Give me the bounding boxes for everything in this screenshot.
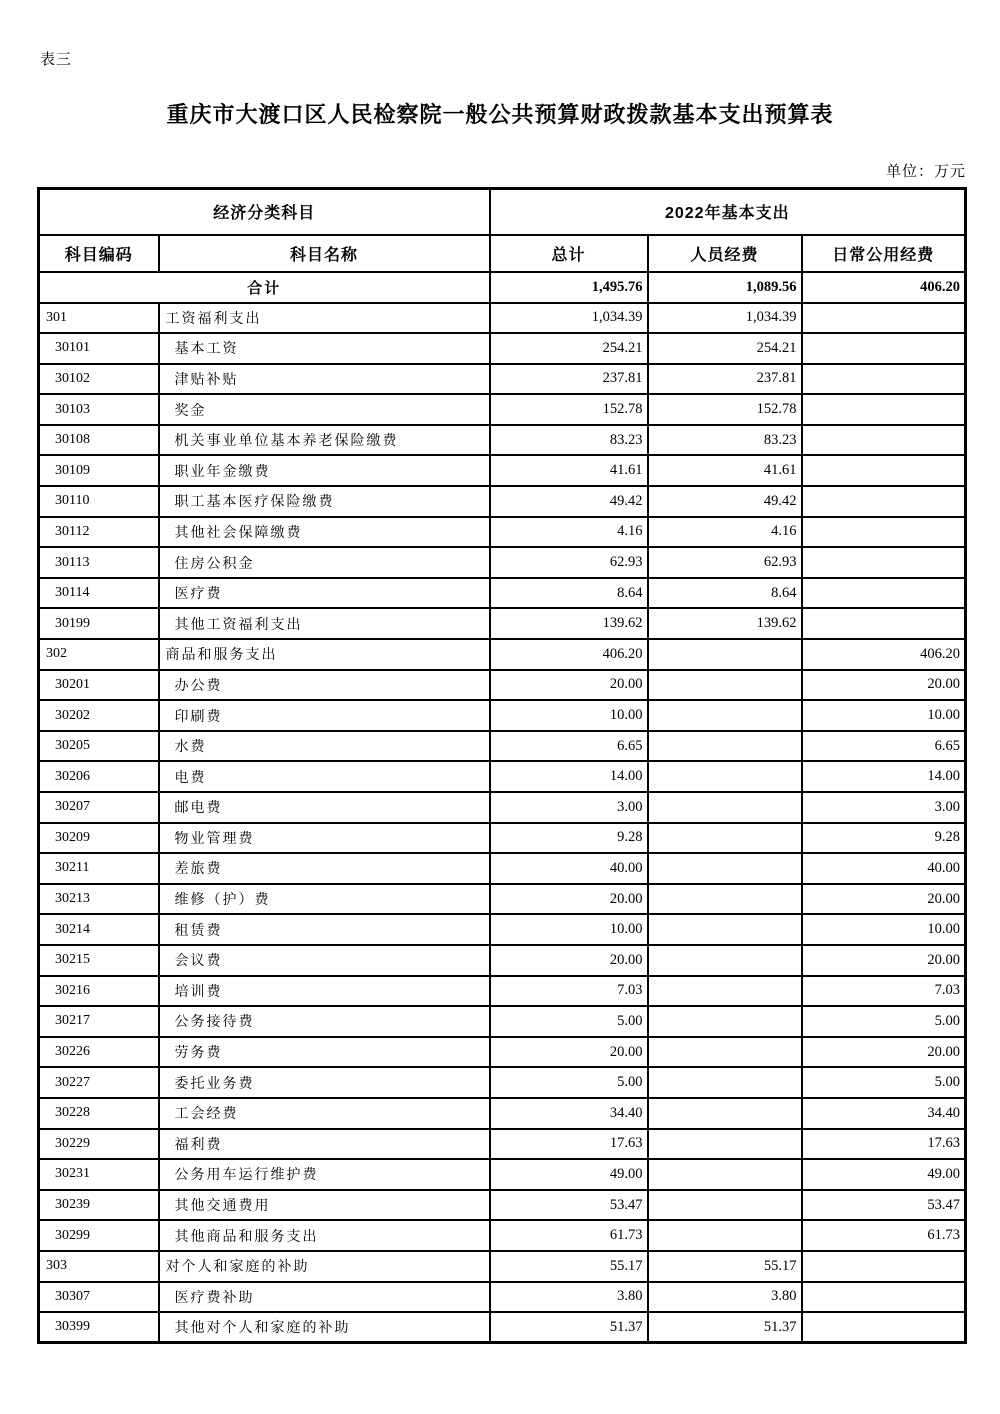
row-code-cell: 30202 bbox=[39, 700, 159, 731]
row-name-cell: 物业管理费 bbox=[159, 823, 490, 854]
row-daily-cell bbox=[802, 1251, 966, 1282]
row-code-cell: 30215 bbox=[39, 945, 159, 976]
row-personnel-cell bbox=[648, 1129, 802, 1160]
row-code-cell: 30211 bbox=[39, 853, 159, 884]
row-name-cell: 其他对个人和家庭的补助 bbox=[159, 1312, 490, 1343]
column-header-personnel-funds: 人员经费 bbox=[648, 235, 802, 272]
row-daily-cell: 5.00 bbox=[802, 1067, 966, 1098]
row-personnel-cell bbox=[648, 823, 802, 854]
table-row bbox=[39, 1159, 966, 1190]
row-daily-cell bbox=[802, 333, 966, 364]
row-name-cell: 医疗费补助 bbox=[159, 1282, 490, 1313]
row-total-cell: 20.00 bbox=[490, 945, 648, 976]
row-code-cell: 30110 bbox=[39, 486, 159, 517]
row-code-cell: 30108 bbox=[39, 425, 159, 456]
table-row bbox=[39, 670, 966, 701]
table-row bbox=[39, 394, 966, 425]
table-row bbox=[39, 1251, 966, 1282]
row-total-cell: 152.78 bbox=[490, 394, 648, 425]
row-code-cell: 30109 bbox=[39, 455, 159, 486]
row-daily-cell: 10.00 bbox=[802, 700, 966, 731]
row-personnel-cell bbox=[648, 945, 802, 976]
row-daily-cell bbox=[802, 1282, 966, 1313]
table-row bbox=[39, 425, 966, 456]
row-total-cell: 61.73 bbox=[490, 1220, 648, 1251]
row-code-cell: 30216 bbox=[39, 976, 159, 1007]
row-total-cell: 5.00 bbox=[490, 1006, 648, 1037]
row-name-cell: 工会经费 bbox=[159, 1098, 490, 1129]
table-row bbox=[39, 517, 966, 548]
row-name-cell: 办公费 bbox=[159, 670, 490, 701]
table-row bbox=[39, 1220, 966, 1251]
row-name-cell: 其他工资福利支出 bbox=[159, 608, 490, 639]
row-personnel-cell: 237.81 bbox=[648, 364, 802, 395]
row-code-cell: 30207 bbox=[39, 792, 159, 823]
table-sequence-label: 表三 bbox=[40, 52, 73, 68]
row-daily-cell bbox=[802, 364, 966, 395]
header-group-row bbox=[39, 189, 966, 235]
row-total-cell: 6.65 bbox=[490, 731, 648, 762]
row-total-cell: 139.62 bbox=[490, 608, 648, 639]
row-code-cell: 301 bbox=[39, 303, 159, 334]
row-code-cell: 30307 bbox=[39, 1282, 159, 1313]
row-total-cell: 10.00 bbox=[490, 914, 648, 945]
row-daily-cell: 3.00 bbox=[802, 792, 966, 823]
row-personnel-cell: 8.64 bbox=[648, 578, 802, 609]
column-header-daily-public-funds: 日常公用经费 bbox=[802, 235, 966, 272]
row-daily-cell bbox=[802, 608, 966, 639]
grand-total-label: 合计 bbox=[39, 272, 490, 303]
row-name-cell: 培训费 bbox=[159, 976, 490, 1007]
row-personnel-cell: 254.21 bbox=[648, 333, 802, 364]
row-total-cell: 20.00 bbox=[490, 884, 648, 915]
table-row bbox=[39, 853, 966, 884]
row-personnel-cell bbox=[648, 792, 802, 823]
row-daily-cell: 61.73 bbox=[802, 1220, 966, 1251]
row-personnel-cell: 83.23 bbox=[648, 425, 802, 456]
row-code-cell: 30229 bbox=[39, 1129, 159, 1160]
row-total-cell: 34.40 bbox=[490, 1098, 648, 1129]
row-code-cell: 30103 bbox=[39, 394, 159, 425]
row-name-cell: 奖金 bbox=[159, 394, 490, 425]
row-daily-cell: 6.65 bbox=[802, 731, 966, 762]
row-total-cell: 83.23 bbox=[490, 425, 648, 456]
row-daily-cell bbox=[802, 394, 966, 425]
header-columns-row bbox=[39, 235, 966, 272]
row-total-cell: 406.20 bbox=[490, 639, 648, 670]
row-code-cell: 30214 bbox=[39, 914, 159, 945]
row-total-cell: 4.16 bbox=[490, 517, 648, 548]
row-code-cell: 30113 bbox=[39, 547, 159, 578]
row-personnel-cell bbox=[648, 853, 802, 884]
table-body bbox=[39, 303, 966, 1343]
row-personnel-cell bbox=[648, 761, 802, 792]
row-code-cell: 30231 bbox=[39, 1159, 159, 1190]
column-header-total: 总计 bbox=[490, 235, 648, 272]
table-row bbox=[39, 914, 966, 945]
row-code-cell: 30206 bbox=[39, 761, 159, 792]
row-code-cell: 30209 bbox=[39, 823, 159, 854]
grand-total-total-value: 1,495.76 bbox=[490, 272, 648, 303]
row-personnel-cell bbox=[648, 976, 802, 1007]
row-personnel-cell: 49.42 bbox=[648, 486, 802, 517]
row-daily-cell: 20.00 bbox=[802, 884, 966, 915]
row-name-cell: 维修（护）费 bbox=[159, 884, 490, 915]
row-code-cell: 30227 bbox=[39, 1067, 159, 1098]
row-daily-cell: 40.00 bbox=[802, 853, 966, 884]
row-name-cell: 差旅费 bbox=[159, 853, 490, 884]
row-daily-cell: 9.28 bbox=[802, 823, 966, 854]
row-total-cell: 49.42 bbox=[490, 486, 648, 517]
row-personnel-cell: 152.78 bbox=[648, 394, 802, 425]
row-personnel-cell: 139.62 bbox=[648, 608, 802, 639]
table-row bbox=[39, 976, 966, 1007]
row-code-cell: 302 bbox=[39, 639, 159, 670]
row-total-cell: 237.81 bbox=[490, 364, 648, 395]
page-title: 重庆市大渡口区人民检察院一般公共预算财政拨款基本支出预算表 bbox=[166, 102, 834, 127]
row-code-cell: 30201 bbox=[39, 670, 159, 701]
header-2022-basic-expenditure: 2022年基本支出 bbox=[490, 189, 966, 235]
row-code-cell: 30205 bbox=[39, 731, 159, 762]
row-name-cell: 其他交通费用 bbox=[159, 1190, 490, 1221]
row-code-cell: 30213 bbox=[39, 884, 159, 915]
row-name-cell: 公务用车运行维护费 bbox=[159, 1159, 490, 1190]
row-personnel-cell: 3.80 bbox=[648, 1282, 802, 1313]
row-daily-cell: 20.00 bbox=[802, 670, 966, 701]
row-total-cell: 40.00 bbox=[490, 853, 648, 884]
row-total-cell: 17.63 bbox=[490, 1129, 648, 1160]
row-daily-cell: 20.00 bbox=[802, 945, 966, 976]
row-total-cell: 8.64 bbox=[490, 578, 648, 609]
row-personnel-cell bbox=[648, 731, 802, 762]
row-daily-cell: 10.00 bbox=[802, 914, 966, 945]
table-row bbox=[39, 761, 966, 792]
row-daily-cell bbox=[802, 1312, 966, 1343]
row-code-cell: 30199 bbox=[39, 608, 159, 639]
row-name-cell: 福利费 bbox=[159, 1129, 490, 1160]
table-row bbox=[39, 1006, 966, 1037]
row-name-cell: 会议费 bbox=[159, 945, 490, 976]
table-row bbox=[39, 1190, 966, 1221]
column-header-subject-name: 科目名称 bbox=[159, 235, 490, 272]
row-name-cell: 医疗费 bbox=[159, 578, 490, 609]
row-name-cell: 公务接待费 bbox=[159, 1006, 490, 1037]
table-row bbox=[39, 792, 966, 823]
table-row bbox=[39, 700, 966, 731]
row-personnel-cell: 55.17 bbox=[648, 1251, 802, 1282]
row-personnel-cell: 62.93 bbox=[648, 547, 802, 578]
table-row bbox=[39, 1282, 966, 1313]
row-personnel-cell bbox=[648, 1006, 802, 1037]
row-personnel-cell bbox=[648, 1098, 802, 1129]
row-name-cell: 职工基本医疗保险缴费 bbox=[159, 486, 490, 517]
row-code-cell: 30102 bbox=[39, 364, 159, 395]
table-row bbox=[39, 1129, 966, 1160]
table-row bbox=[39, 884, 966, 915]
table-row bbox=[39, 364, 966, 395]
row-personnel-cell: 51.37 bbox=[648, 1312, 802, 1343]
row-personnel-cell bbox=[648, 639, 802, 670]
row-total-cell: 3.00 bbox=[490, 792, 648, 823]
unit-note: 单位：万元 bbox=[885, 164, 966, 180]
row-total-cell: 49.00 bbox=[490, 1159, 648, 1190]
row-personnel-cell: 4.16 bbox=[648, 517, 802, 548]
row-daily-cell: 34.40 bbox=[802, 1098, 966, 1129]
row-code-cell: 30112 bbox=[39, 517, 159, 548]
table-row bbox=[39, 823, 966, 854]
table-row bbox=[39, 547, 966, 578]
table-row bbox=[39, 945, 966, 976]
row-name-cell: 职业年金缴费 bbox=[159, 455, 490, 486]
row-total-cell: 1,034.39 bbox=[490, 303, 648, 334]
row-daily-cell: 20.00 bbox=[802, 1037, 966, 1068]
row-personnel-cell bbox=[648, 1037, 802, 1068]
row-code-cell: 30101 bbox=[39, 333, 159, 364]
row-code-cell: 303 bbox=[39, 1251, 159, 1282]
row-name-cell: 商品和服务支出 bbox=[159, 639, 490, 670]
row-total-cell: 14.00 bbox=[490, 761, 648, 792]
header-economic-classification: 经济分类科目 bbox=[39, 189, 490, 235]
row-personnel-cell bbox=[648, 1220, 802, 1251]
grand-total-personnel-value: 1,089.56 bbox=[648, 272, 802, 303]
row-daily-cell bbox=[802, 547, 966, 578]
row-code-cell: 30399 bbox=[39, 1312, 159, 1343]
budget-table bbox=[37, 187, 967, 1344]
table-row bbox=[39, 639, 966, 670]
row-name-cell: 水费 bbox=[159, 731, 490, 762]
row-daily-cell: 7.03 bbox=[802, 976, 966, 1007]
row-daily-cell bbox=[802, 455, 966, 486]
row-daily-cell bbox=[802, 303, 966, 334]
row-name-cell: 劳务费 bbox=[159, 1037, 490, 1068]
row-daily-cell bbox=[802, 578, 966, 609]
row-name-cell: 机关事业单位基本养老保险缴费 bbox=[159, 425, 490, 456]
table-row bbox=[39, 455, 966, 486]
table-row bbox=[39, 1098, 966, 1129]
row-code-cell: 30226 bbox=[39, 1037, 159, 1068]
row-total-cell: 51.37 bbox=[490, 1312, 648, 1343]
row-total-cell: 9.28 bbox=[490, 823, 648, 854]
row-personnel-cell bbox=[648, 1067, 802, 1098]
row-total-cell: 20.00 bbox=[490, 1037, 648, 1068]
row-daily-cell: 49.00 bbox=[802, 1159, 966, 1190]
row-total-cell: 20.00 bbox=[490, 670, 648, 701]
row-name-cell: 其他商品和服务支出 bbox=[159, 1220, 490, 1251]
row-name-cell: 住房公积金 bbox=[159, 547, 490, 578]
row-total-cell: 254.21 bbox=[490, 333, 648, 364]
row-daily-cell: 53.47 bbox=[802, 1190, 966, 1221]
row-code-cell: 30217 bbox=[39, 1006, 159, 1037]
row-name-cell: 委托业务费 bbox=[159, 1067, 490, 1098]
row-code-cell: 30239 bbox=[39, 1190, 159, 1221]
table-row bbox=[39, 303, 966, 334]
row-name-cell: 电费 bbox=[159, 761, 490, 792]
table-row bbox=[39, 486, 966, 517]
row-name-cell: 印刷费 bbox=[159, 700, 490, 731]
row-personnel-cell bbox=[648, 1190, 802, 1221]
row-code-cell: 30299 bbox=[39, 1220, 159, 1251]
row-personnel-cell bbox=[648, 1159, 802, 1190]
row-total-cell: 5.00 bbox=[490, 1067, 648, 1098]
row-personnel-cell: 41.61 bbox=[648, 455, 802, 486]
row-name-cell: 工资福利支出 bbox=[159, 303, 490, 334]
row-personnel-cell bbox=[648, 884, 802, 915]
row-daily-cell bbox=[802, 517, 966, 548]
row-code-cell: 30114 bbox=[39, 578, 159, 609]
row-name-cell: 基本工资 bbox=[159, 333, 490, 364]
row-personnel-cell bbox=[648, 670, 802, 701]
table-row bbox=[39, 1312, 966, 1343]
row-total-cell: 7.03 bbox=[490, 976, 648, 1007]
row-total-cell: 62.93 bbox=[490, 547, 648, 578]
grand-total-daily-value: 406.20 bbox=[802, 272, 966, 303]
row-code-cell: 30228 bbox=[39, 1098, 159, 1129]
row-total-cell: 53.47 bbox=[490, 1190, 648, 1221]
row-daily-cell bbox=[802, 486, 966, 517]
row-name-cell: 其他社会保障缴费 bbox=[159, 517, 490, 548]
row-name-cell: 津贴补贴 bbox=[159, 364, 490, 395]
table-row bbox=[39, 1067, 966, 1098]
row-daily-cell: 406.20 bbox=[802, 639, 966, 670]
grand-total-row bbox=[39, 272, 966, 303]
row-personnel-cell: 1,034.39 bbox=[648, 303, 802, 334]
row-total-cell: 55.17 bbox=[490, 1251, 648, 1282]
row-total-cell: 41.61 bbox=[490, 455, 648, 486]
row-name-cell: 租赁费 bbox=[159, 914, 490, 945]
row-total-cell: 10.00 bbox=[490, 700, 648, 731]
row-name-cell: 对个人和家庭的补助 bbox=[159, 1251, 490, 1282]
table-row bbox=[39, 333, 966, 364]
row-personnel-cell bbox=[648, 914, 802, 945]
row-daily-cell bbox=[802, 425, 966, 456]
row-total-cell: 3.80 bbox=[490, 1282, 648, 1313]
row-daily-cell: 14.00 bbox=[802, 761, 966, 792]
table-row bbox=[39, 578, 966, 609]
table-header bbox=[39, 189, 966, 272]
table-row bbox=[39, 1037, 966, 1068]
row-daily-cell: 17.63 bbox=[802, 1129, 966, 1160]
row-name-cell: 邮电费 bbox=[159, 792, 490, 823]
column-header-subject-code: 科目编码 bbox=[39, 235, 159, 272]
table-row bbox=[39, 608, 966, 639]
table-row bbox=[39, 731, 966, 762]
row-personnel-cell bbox=[648, 700, 802, 731]
row-daily-cell: 5.00 bbox=[802, 1006, 966, 1037]
